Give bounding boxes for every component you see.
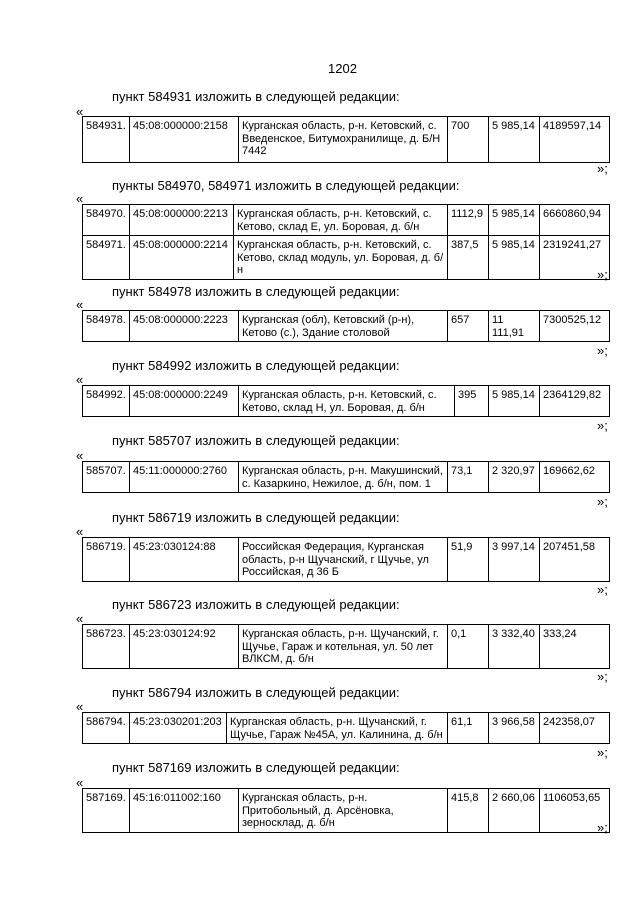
- value-cell: 1106053,65: [540, 789, 610, 833]
- property-table: [82, 116, 610, 163]
- cadastral-number-cell: 45:08:000000:2249: [130, 386, 239, 417]
- amendment-intro: пункт 584978 изложить в следующей редакции:: [112, 284, 400, 299]
- cadastral-number-cell: 45:08:000000:2158: [130, 117, 239, 163]
- rate-cell: 2 320,97: [489, 462, 540, 493]
- cadastral-number-cell: 45:08:000000:2213: [130, 205, 234, 236]
- address-cell: Курганская область, р-н. Щучанский, г. Щучье, Гараж №45А, ул. Калинина, д. б/н: [227, 713, 448, 744]
- table-row: [83, 713, 610, 744]
- opening-quote: «: [76, 191, 84, 206]
- rate-cell: 2 660,06: [489, 789, 540, 833]
- address-cell: Курганская область, р-н. Кетовский, с. Кетово, склад Е, ул. Боровая, д. б/н: [234, 205, 448, 236]
- address-cell: Курганская область, р-н. Макушинский, с. Казаркино, Нежилое, д. б/н, пом. 1: [239, 462, 448, 493]
- closing-quote: »;: [597, 669, 608, 684]
- amendment-intro: пункт 584992 изложить в следующей редакции:: [112, 358, 400, 373]
- cadastral-number-cell: 45:16:011002:160: [130, 789, 239, 833]
- address-cell: Курганская область, р-н. Щучанский, г. Щучье, Гараж и котельная, ул. 50 лет ВЛКСМ, д. б/н: [239, 625, 448, 669]
- address-cell: Курганская область, р-н. Притобольный, д. Арсёновка, зерносклад, д. б/н: [239, 789, 448, 833]
- closing-quote: »;: [597, 161, 608, 176]
- rate-cell: 5 985,14: [489, 117, 540, 163]
- opening-quote: «: [76, 448, 84, 463]
- opening-quote: «: [76, 372, 84, 387]
- row-number-cell: 586723.: [83, 625, 130, 669]
- row-number-cell: 584931.: [83, 117, 130, 163]
- rate-cell: 5 985,14: [489, 236, 540, 280]
- opening-quote: «: [76, 524, 84, 539]
- property-table: [82, 385, 610, 417]
- table-row: [83, 117, 610, 163]
- opening-quote: «: [76, 775, 84, 790]
- row-number-cell: 587169.: [83, 789, 130, 833]
- opening-quote: «: [76, 699, 84, 714]
- table-row: [83, 538, 610, 582]
- area-cell: 415,8: [448, 789, 489, 833]
- table-row: [83, 462, 610, 493]
- cadastral-number-cell: 45:23:030201:203: [130, 713, 227, 744]
- address-cell: Курганская область, р-н. Кетовский, с. Введенское, Битумохранилище, д. Б/Н 7442: [239, 117, 448, 163]
- row-number-cell: 586794.: [83, 713, 130, 744]
- amendment-intro: пункт 586719 изложить в следующей редакции:: [112, 510, 400, 525]
- area-cell: 0,1: [448, 625, 489, 669]
- row-number-cell: 586719.: [83, 538, 130, 582]
- value-cell: 169662,62: [540, 462, 610, 493]
- rate-cell: 11 111,91: [489, 311, 540, 342]
- address-cell: Российская Федерация, Курганская область, р-н Щучанский, г Щучье, ул Российская, д 36 Б: [239, 538, 448, 582]
- closing-quote: »;: [597, 820, 608, 835]
- closing-quote: »;: [597, 494, 608, 509]
- area-cell: 61,1: [448, 713, 489, 744]
- property-table: [82, 624, 610, 669]
- amendment-intro: пункт 584931 изложить в следующей редакции:: [112, 89, 400, 104]
- closing-quote: »;: [597, 582, 608, 597]
- row-number-cell: 585707.: [83, 462, 130, 493]
- property-table: [82, 461, 610, 493]
- table-row: [83, 625, 610, 669]
- property-table: [82, 204, 610, 280]
- closing-quote: »;: [597, 745, 608, 760]
- value-cell: 4189597,14: [540, 117, 610, 163]
- value-cell: 7300525,12: [540, 311, 610, 342]
- value-cell: 207451,58: [540, 538, 610, 582]
- row-number-cell: 584971.: [83, 236, 130, 280]
- amendment-intro: пункт 586794 изложить в следующей редакции:: [112, 685, 400, 700]
- area-cell: 73,1: [448, 462, 489, 493]
- rate-cell: 3 966,58: [489, 713, 540, 744]
- table-row: [83, 236, 610, 280]
- property-table: [82, 712, 610, 744]
- area-cell: 51,9: [448, 538, 489, 582]
- property-table: [82, 788, 610, 833]
- value-cell: 242358,07: [540, 713, 610, 744]
- address-cell: Курганская область, р-н. Кетовский, с. Кетово, склад модуль, ул. Боровая, д. б/н: [234, 236, 448, 280]
- value-cell: 2319241,27: [540, 236, 610, 280]
- cadastral-number-cell: 45:08:000000:2214: [130, 236, 234, 280]
- rate-cell: 3 332,40: [489, 625, 540, 669]
- amendment-intro: пункт 586723 изложить в следующей редакции:: [112, 597, 400, 612]
- table-row: [83, 311, 610, 342]
- area-cell: 387,5: [448, 236, 489, 280]
- opening-quote: «: [76, 297, 84, 312]
- address-cell: Курганская (обл), Кетовский (р-н), Кетово (с.), Здание столовой: [239, 311, 448, 342]
- cadastral-number-cell: 45:11:000000:2760: [130, 462, 239, 493]
- page-number: 1202: [328, 61, 357, 76]
- closing-quote: »;: [597, 418, 608, 433]
- cadastral-number-cell: 45:08:000000:2223: [130, 311, 239, 342]
- value-cell: 333,24: [540, 625, 610, 669]
- table-row: [83, 205, 610, 236]
- rate-cell: 5 985,14: [489, 205, 540, 236]
- rate-cell: 5 985,14: [489, 386, 540, 417]
- cadastral-number-cell: 45:23:030124:92: [130, 625, 239, 669]
- closing-quote: »;: [597, 343, 608, 358]
- property-table: [82, 537, 610, 582]
- row-number-cell: 584978.: [83, 311, 130, 342]
- property-table: [82, 310, 610, 342]
- amendment-intro: пункт 587169 изложить в следующей редакции:: [112, 760, 400, 775]
- value-cell: 2364129,82: [540, 386, 610, 417]
- amendment-intro: пункт 585707 изложить в следующей редакции:: [112, 433, 400, 448]
- amendment-intro: пункты 584970, 584971 изложить в следующей редакции:: [112, 178, 460, 193]
- address-cell: Курганская область, р-н. Кетовский, с. Кетово, склад Н, ул. Боровая, д. б/н: [239, 386, 455, 417]
- table-row: [83, 386, 610, 417]
- table-row: [83, 789, 610, 833]
- closing-quote: »;: [597, 267, 608, 282]
- opening-quote: «: [76, 104, 84, 119]
- area-cell: 657: [448, 311, 489, 342]
- area-cell: 395: [455, 386, 489, 417]
- cadastral-number-cell: 45:23:030124:88: [130, 538, 239, 582]
- value-cell: 6660860,94: [540, 205, 610, 236]
- row-number-cell: 584992.: [83, 386, 130, 417]
- area-cell: 700: [448, 117, 489, 163]
- rate-cell: 3 997,14: [489, 538, 540, 582]
- opening-quote: «: [76, 611, 84, 626]
- row-number-cell: 584970.: [83, 205, 130, 236]
- area-cell: 1112,9: [448, 205, 489, 236]
